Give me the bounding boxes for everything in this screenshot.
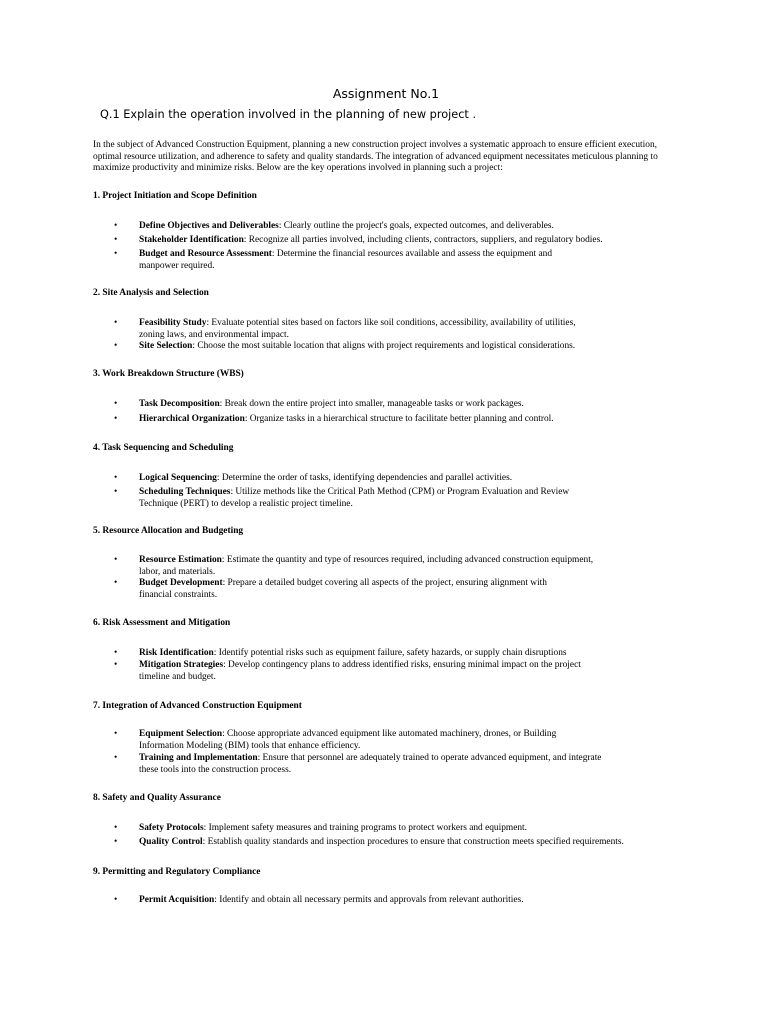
item-description: : Implement safety measures and training programs to protect workers and equipment. bbox=[203, 823, 527, 833]
bullet-icon: • bbox=[114, 823, 118, 833]
bullet-icon: • bbox=[114, 837, 118, 847]
item-description: : Choose appropriate advanced equipment like automated machinery, drones, or Building bbox=[222, 729, 557, 739]
item-term: Scheduling Techniques bbox=[139, 487, 231, 497]
section-heading: 8. Safety and Quality Assurance bbox=[93, 793, 221, 803]
bullet-icon: • bbox=[114, 578, 118, 588]
item-description: : Choose the most suitable location that aligns with project requirements and logistical considerations. bbox=[192, 341, 576, 351]
item-term: Logical Sequencing bbox=[139, 473, 217, 483]
list-item bbox=[0, 660, 768, 684]
bullet-icon: • bbox=[114, 487, 118, 497]
item-term: Resource Estimation bbox=[139, 555, 222, 565]
item-term: Budget and Resource Assessment bbox=[139, 249, 272, 259]
list-item bbox=[0, 648, 768, 660]
list-item bbox=[0, 399, 768, 414]
item-term: Budget Development bbox=[139, 578, 223, 588]
bullet-list bbox=[0, 729, 768, 777]
section-heading: 2. Site Analysis and Selection bbox=[93, 288, 209, 298]
item-description: : Determine the order of tasks, identifying dependencies and parallel activities. bbox=[216, 473, 513, 483]
item-description-cont: financial constraints. bbox=[139, 589, 218, 600]
bullet-icon: • bbox=[114, 753, 118, 763]
item-description: : Prepare a detailed budget covering all aspects of the project, ensuring alignment with bbox=[222, 578, 547, 588]
item-description: : Ensure that personnel are adequately trained to operate advanced equipment, and integrate bbox=[257, 753, 602, 763]
list-item bbox=[0, 473, 768, 487]
item-description-cont: Technique (PERT) to develop a realistic project timeline. bbox=[139, 498, 353, 509]
item-description: : Determine the financial resources available and assess the equipment and bbox=[271, 249, 553, 259]
bullet-list bbox=[0, 221, 768, 273]
list-item bbox=[0, 249, 768, 273]
item-description-cont: these tools into the construction process. bbox=[139, 764, 292, 775]
item-term: Stakeholder Identification bbox=[139, 235, 244, 245]
section-heading: 7. Integration of Advanced Construction Equipment bbox=[93, 701, 302, 711]
item-description: : Develop contingency plans to address identified risks, ensuring minimal impact on the project bbox=[223, 660, 581, 670]
bullet-list bbox=[0, 318, 768, 355]
item-term: Safety Protocols bbox=[139, 823, 204, 833]
bullet-list bbox=[0, 399, 768, 428]
item-description: : Break down the entire project into smaller, manageable tasks or work packages. bbox=[219, 399, 524, 409]
list-item bbox=[0, 414, 768, 428]
section-heading: 3. Work Breakdown Structure (WBS) bbox=[93, 369, 244, 379]
item-description-cont: manpower required. bbox=[139, 260, 215, 271]
item-description: : Utilize methods like the Critical Path Method (CPM) or Program Evaluation and Review bbox=[230, 487, 570, 497]
item-description: : Clearly outline the project's goals, expected outcomes, and deliverables. bbox=[278, 221, 554, 231]
list-item bbox=[0, 235, 768, 249]
list-item bbox=[0, 578, 768, 602]
item-term: Permit Acquisition bbox=[139, 895, 215, 905]
bullet-list bbox=[0, 473, 768, 511]
bullet-list bbox=[0, 823, 768, 851]
item-term: Feasibility Study bbox=[139, 318, 207, 328]
list-item bbox=[0, 555, 768, 578]
bullet-list bbox=[0, 895, 768, 909]
section-heading: 4. Task Sequencing and Scheduling bbox=[93, 443, 234, 453]
item-term: Risk Identification bbox=[139, 648, 214, 658]
bullet-icon: • bbox=[114, 221, 118, 231]
list-item bbox=[0, 823, 768, 837]
item-description-cont: Information Modeling (BIM) tools that enhance efficiency. bbox=[139, 740, 361, 751]
item-description: : Identify and obtain all necessary permits and approvals from relevant authorities. bbox=[214, 895, 524, 905]
item-description: : Identify potential risks such as equipment failure, safety hazards, or supply chain disruptions bbox=[213, 648, 567, 658]
item-description-cont: timeline and budget. bbox=[139, 671, 216, 682]
list-item bbox=[0, 895, 768, 909]
bullet-icon: • bbox=[114, 341, 118, 351]
page-title: Assignment No.1 bbox=[332, 86, 440, 101]
item-description: : Estimate the quantity and type of resources required, including advanced construction equipment, bbox=[221, 555, 594, 565]
item-term: Training and Implementation bbox=[139, 753, 258, 763]
item-term: Task Decomposition bbox=[139, 399, 220, 409]
item-term: Equipment Selection bbox=[139, 729, 223, 739]
bullet-icon: • bbox=[114, 399, 118, 409]
item-description: : Recognize all parties involved, including clients, contractors, suppliers, and regulatory bodies. bbox=[243, 235, 603, 245]
bullet-icon: • bbox=[114, 235, 118, 245]
item-description-cont: labor, and materials. bbox=[139, 566, 216, 577]
bullet-icon: • bbox=[114, 660, 118, 670]
bullet-icon: • bbox=[114, 555, 118, 565]
list-item bbox=[0, 837, 768, 851]
question-text: Q.1 Explain the operation involved in the planning of new project . bbox=[100, 108, 477, 121]
bullet-list bbox=[0, 555, 768, 602]
intro-paragraph: In the subject of Advanced Construction Equipment, planning a new construction project involves a systematic approach to ensure efficient execution, optimal resource utilization, and adherence to safety and quality standards. The integration of advanced equipment necessitates meticulous planning to maximize productivity and minimize risks. Below are the key operations involved in planning such a project: bbox=[93, 140, 658, 174]
bullet-list bbox=[0, 648, 768, 684]
item-term: Define Objectives and Deliverables bbox=[139, 221, 279, 231]
bullet-icon: • bbox=[114, 318, 118, 328]
list-item bbox=[0, 487, 768, 511]
item-description: : Evaluate potential sites based on factors like soil conditions, accessibility, availability of utilities, bbox=[206, 318, 576, 328]
list-item bbox=[0, 221, 768, 235]
section-heading: 1. Project Initiation and Scope Definition bbox=[93, 191, 257, 201]
bullet-icon: • bbox=[114, 895, 118, 905]
item-description: : Organize tasks in a hierarchical structure to facilitate better planning and control. bbox=[244, 414, 554, 424]
item-term: Hierarchical Organization bbox=[139, 414, 245, 424]
item-term: Site Selection bbox=[139, 341, 193, 351]
list-item bbox=[0, 318, 768, 341]
section-heading: 5. Resource Allocation and Budgeting bbox=[93, 526, 244, 536]
list-item bbox=[0, 729, 768, 753]
item-description-cont: zoning laws, and environmental impact. bbox=[139, 329, 289, 340]
section-heading: 9. Permitting and Regulatory Compliance bbox=[93, 867, 261, 877]
item-term: Mitigation Strategies bbox=[139, 660, 224, 670]
item-description: : Establish quality standards and inspection procedures to ensure that construction meets specified requirements. bbox=[202, 837, 624, 847]
list-item bbox=[0, 341, 768, 355]
list-item bbox=[0, 753, 768, 777]
bullet-icon: • bbox=[114, 414, 118, 424]
section-heading: 6. Risk Assessment and Mitigation bbox=[93, 618, 231, 628]
bullet-icon: • bbox=[114, 473, 118, 483]
bullet-icon: • bbox=[114, 249, 118, 259]
bullet-icon: • bbox=[114, 729, 118, 739]
bullet-icon: • bbox=[114, 648, 118, 658]
item-term: Quality Control bbox=[139, 837, 203, 847]
